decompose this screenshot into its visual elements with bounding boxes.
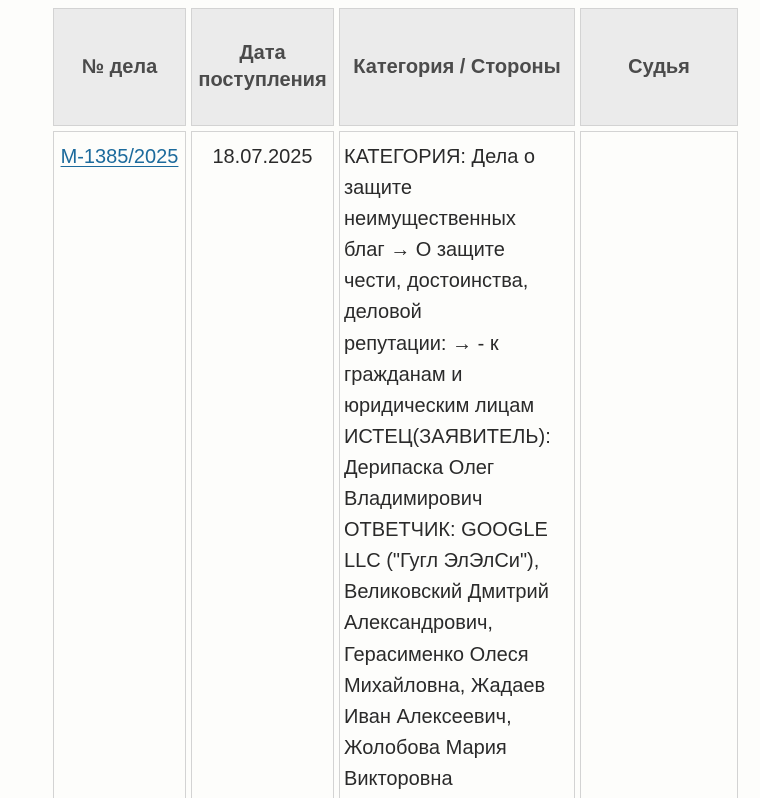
case-number-link[interactable]: М-1385/2025 — [60, 146, 179, 168]
table-header-row — [53, 8, 738, 126]
defendant-name: Александрович, — [344, 612, 493, 635]
defendant-name: Великовский Дмитрий — [344, 581, 549, 604]
header-judge: Судья — [580, 8, 738, 126]
table-row — [53, 131, 738, 798]
case-number-cell — [53, 131, 186, 798]
category-line: юридическим лицам — [344, 394, 535, 417]
header-category: Категория / Стороны — [339, 8, 575, 126]
plaintiff-name: Владимирович — [344, 488, 483, 511]
defendant-name: LLC ("Гугл ЭлЭлСи"), — [344, 550, 540, 573]
category-line: гражданам и — [344, 363, 463, 386]
defendant-name: Герасименко Олеся — [344, 643, 529, 666]
defendant-name: Иван Алексеевич, — [344, 705, 512, 728]
defendant-name: Викторовна — [344, 767, 453, 790]
header-case-number: № дела — [53, 8, 186, 126]
category-line: благ → О защите — [344, 239, 505, 262]
header-date-line2: поступления — [198, 69, 327, 91]
category-line: деловой — [344, 301, 422, 324]
cases-table — [48, 3, 743, 798]
defendant-name: Жолобова Мария — [344, 736, 507, 759]
judge-cell — [580, 131, 738, 798]
header-date — [191, 8, 334, 126]
header-date-line1: Дата — [239, 42, 286, 64]
category-cell — [339, 131, 575, 798]
category-line: чести, достоинства, — [344, 270, 529, 293]
defendant-label: ОТВЕТЧИК: GOOGLE — [344, 519, 548, 542]
plaintiff-label: ИСТЕЦ(ЗАЯВИТЕЛЬ): — [344, 425, 551, 448]
category-line: защите — [344, 177, 412, 200]
category-line: КАТЕГОРИЯ: Дела о — [344, 146, 535, 168]
defendant-name: Михайловна, Жадаев — [344, 674, 546, 697]
category-line: неимущественных — [344, 208, 516, 231]
category-line: репутации: → - к — [344, 332, 499, 355]
plaintiff-name: Дерипаска Олег — [344, 456, 495, 479]
date-cell: 18.07.2025 — [191, 131, 334, 798]
